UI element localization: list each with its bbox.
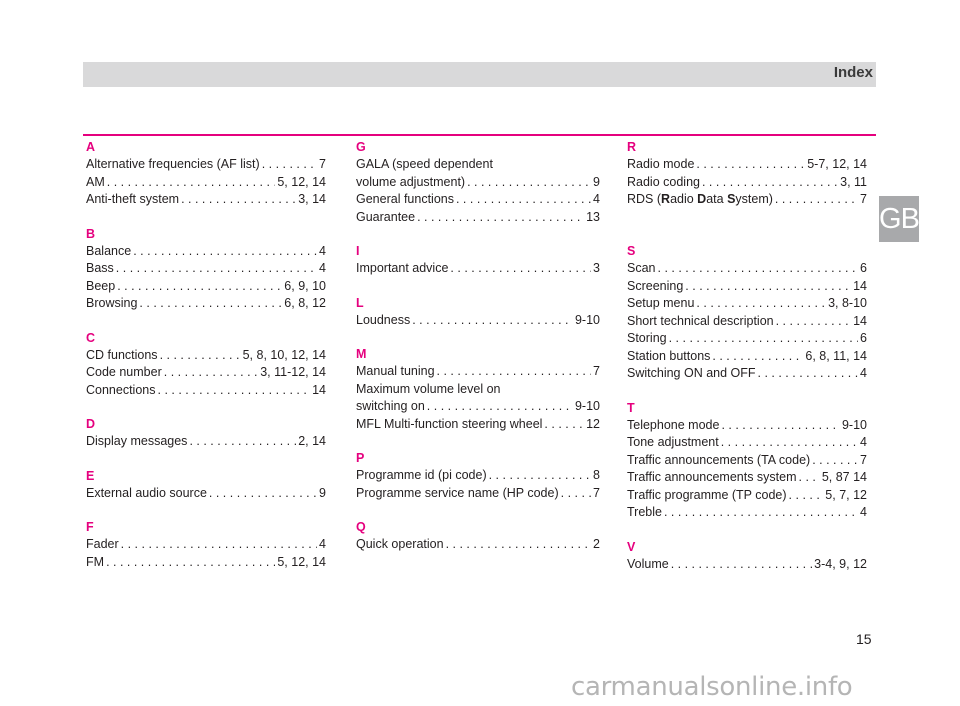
entry-pages: 7 [860, 452, 867, 467]
index-entry [356, 312, 600, 330]
header-divider [83, 134, 876, 136]
leader-dots [544, 416, 584, 434]
index-section [356, 138, 600, 226]
section-letter: M [356, 347, 367, 361]
entry-term: Important advice [356, 261, 449, 275]
section-letter: R [627, 140, 637, 154]
index-section [356, 294, 600, 330]
leader-dots [450, 260, 591, 278]
index-entry [627, 469, 867, 487]
leader-dots [721, 434, 858, 452]
section-letter: S [627, 244, 636, 258]
index-entry-line: GALA (speed dependent [356, 157, 493, 171]
index-entry [86, 156, 326, 174]
section-letter: G [356, 140, 366, 154]
leader-dots [721, 417, 840, 435]
entry-pages: 4 [593, 192, 600, 206]
entry-term: Station buttons [627, 348, 711, 363]
entry-pages: 4 [860, 366, 867, 380]
page-title: Index [833, 64, 873, 81]
watermark: carmanualsonline.info [571, 672, 853, 702]
entry-term: General functions [356, 192, 454, 206]
leader-dots [446, 536, 591, 554]
entry-term: RDS (Radio Data System) [627, 192, 773, 206]
entry-pages: 3 [593, 261, 600, 275]
entry-pages: 4 [319, 537, 326, 551]
entry-term: volume adjustment) [356, 174, 466, 189]
index-entry [356, 363, 600, 381]
index-entry [627, 487, 867, 505]
section-letter: C [86, 330, 96, 345]
index-section [627, 242, 867, 383]
language-tab: GB [879, 196, 919, 242]
entry-pages: 7 [593, 485, 600, 500]
index-entry [356, 174, 600, 192]
entry-term: Switching ON and OFF [627, 366, 756, 380]
entry-pages: 9-10 [574, 312, 600, 327]
entry-pages: 9-10 [841, 417, 867, 432]
index-column-3 [627, 138, 867, 589]
section-letter: E [86, 468, 95, 483]
entry-term: Programme service name (HP code) [356, 485, 559, 500]
entry-term: Scan [627, 261, 656, 275]
index-entry [627, 452, 867, 470]
section-letter: F [86, 520, 94, 534]
entry-term: Programme id (pi code) [356, 468, 487, 482]
entry-pages: 3, 11 [840, 174, 867, 189]
section-letter: D [86, 417, 96, 431]
index-entry [86, 191, 326, 209]
leader-dots [702, 174, 838, 192]
entry-term: Traffic announcements system [627, 470, 797, 484]
entry-term: Radio coding [627, 174, 700, 189]
entry-term: Fader [86, 537, 119, 551]
entry-pages: 9 [593, 174, 600, 189]
entry-term: Storing [627, 331, 667, 345]
entry-term: Loudness [356, 312, 411, 327]
entry-pages: 7 [860, 192, 867, 206]
index-section [356, 449, 600, 502]
index-section [627, 138, 867, 226]
section-letter: Q [356, 520, 366, 534]
index-entry [86, 278, 326, 296]
index-section [86, 518, 326, 571]
index-column-2 [356, 138, 600, 570]
entry-pages: 7 [593, 364, 600, 378]
header-bar [83, 62, 876, 87]
leader-dots [427, 398, 573, 416]
entry-pages: 5-7, 12, 14 [807, 157, 867, 171]
leader-dots [712, 348, 803, 366]
entry-term: AM [86, 174, 105, 189]
entry-term: Treble [627, 505, 662, 519]
leader-dots [799, 469, 820, 487]
index-entry [86, 295, 326, 313]
index-entry [356, 467, 600, 485]
leader-dots [789, 487, 824, 505]
entry-pages: 6, 8, 11, 14 [805, 348, 867, 363]
entry-pages: 2 [593, 537, 600, 551]
leader-dots [658, 260, 859, 278]
index-entry [627, 417, 867, 435]
entry-term: Tone adjustment [627, 435, 719, 449]
entry-pages: 13 [586, 209, 600, 224]
index-section [356, 345, 600, 433]
entry-pages: 5, 87 14 [821, 470, 867, 484]
entry-pages: 6, 8, 12 [284, 296, 326, 310]
leader-dots [776, 313, 851, 331]
entry-pages: 5, 7, 12 [825, 487, 867, 502]
index-entry [86, 485, 326, 503]
index-entry [627, 278, 867, 296]
index-entry [627, 330, 867, 348]
index-entry [356, 485, 600, 503]
leader-dots [696, 295, 826, 313]
section-letter: L [356, 295, 364, 310]
entry-pages: 14 [853, 313, 867, 328]
entry-term: Volume [627, 556, 669, 571]
entry-pages: 4 [319, 243, 326, 258]
index-entry [356, 260, 600, 278]
leader-dots [437, 363, 592, 381]
index-section [627, 399, 867, 522]
entry-pages: 5, 12, 14 [277, 174, 326, 189]
leader-dots [758, 365, 859, 383]
entry-term: Screening [627, 278, 684, 293]
leader-dots [209, 485, 317, 503]
index-section [356, 518, 600, 554]
leader-dots [467, 174, 591, 192]
index-entry [86, 260, 326, 278]
entry-term: Browsing [86, 296, 138, 310]
entry-pages: 3, 14 [298, 192, 326, 206]
index-entry [356, 398, 600, 416]
leader-dots [456, 191, 591, 209]
index-entry [627, 313, 867, 331]
leader-dots [189, 433, 296, 451]
entry-pages: 3-4, 9, 12 [814, 556, 867, 571]
index-entry [86, 243, 326, 261]
index-entry [356, 416, 600, 434]
index-entry [627, 191, 867, 209]
index-entry [86, 364, 326, 382]
index-entry [627, 504, 867, 522]
index-entry [86, 536, 326, 554]
leader-dots [164, 364, 258, 382]
index-entry [356, 536, 600, 554]
page-number: 15 [856, 631, 872, 647]
entry-pages: 3, 8-10 [828, 296, 867, 310]
index-entry [86, 347, 326, 365]
entry-pages: 6 [860, 261, 867, 275]
leader-dots [160, 347, 241, 365]
entry-pages: 9-10 [574, 399, 600, 413]
index-column-1 [86, 138, 326, 587]
index-entry-line: Maximum volume level on [356, 381, 501, 396]
entry-term: switching on [356, 399, 425, 413]
index-entry [86, 433, 326, 451]
leader-dots [664, 504, 858, 522]
entry-term: Connections [86, 382, 156, 397]
entry-term: Traffic announcements (TA code) [627, 452, 811, 467]
entry-pages: 9 [319, 485, 326, 500]
leader-dots [685, 278, 851, 296]
section-letter: V [627, 539, 636, 554]
section-letter: P [356, 451, 365, 465]
entry-term: Radio mode [627, 157, 695, 171]
entry-pages: 6, 9, 10 [284, 278, 326, 293]
entry-term: Guarantee [356, 209, 416, 224]
index-section [86, 329, 326, 400]
leader-dots [116, 260, 317, 278]
leader-dots [158, 382, 311, 400]
section-letter: T [627, 400, 635, 415]
entry-pages: 2, 14 [298, 434, 326, 448]
entry-term: Setup menu [627, 296, 695, 310]
entry-term: MFL Multi-function steering wheel [356, 416, 543, 431]
leader-dots [417, 209, 584, 227]
leader-dots [262, 156, 317, 174]
entry-pages: 4 [860, 435, 867, 449]
leader-dots [121, 536, 317, 554]
entry-term: Traffic programme (TP code) [627, 487, 787, 502]
entry-term: Short technical description [627, 313, 774, 328]
leader-dots [561, 485, 591, 503]
index-entry [627, 174, 867, 192]
index-entry [627, 434, 867, 452]
index-section [86, 467, 326, 503]
leader-dots [107, 174, 276, 192]
index-section [86, 225, 326, 313]
index-entry [356, 191, 600, 209]
entry-term: FM [86, 554, 105, 569]
leader-dots [696, 156, 805, 174]
leader-dots [181, 191, 296, 209]
leader-dots [489, 467, 591, 485]
entry-pages: 4 [860, 505, 867, 519]
entry-pages: 6 [860, 331, 867, 345]
entry-term: Bass [86, 261, 114, 275]
entry-term: Anti-theft system [86, 192, 180, 206]
index-section [356, 242, 600, 278]
index-section [86, 138, 326, 209]
index-entry [627, 365, 867, 383]
section-letter: B [86, 226, 96, 241]
entry-pages: 5, 8, 10, 12, 14 [242, 347, 326, 362]
entry-term: CD functions [86, 347, 158, 362]
leader-dots [812, 452, 858, 470]
index-entry [627, 348, 867, 366]
leader-dots [117, 278, 282, 296]
section-letter: I [356, 244, 360, 258]
entry-pages: 14 [312, 382, 326, 397]
index-entry-line [627, 209, 867, 227]
leader-dots [775, 191, 858, 209]
entry-pages: 4 [319, 261, 326, 275]
index-entry [627, 260, 867, 278]
index-entry [86, 554, 326, 572]
entry-pages: 14 [853, 278, 867, 293]
index-entry [86, 382, 326, 400]
leader-dots [106, 554, 275, 572]
entry-pages: 5, 12, 14 [277, 554, 326, 569]
index-entry [86, 174, 326, 192]
entry-pages: 7 [319, 157, 326, 171]
entry-term: Alternative frequencies (AF list) [86, 157, 260, 171]
index-entry [356, 209, 600, 227]
entry-term: Balance [86, 243, 132, 258]
leader-dots [139, 295, 282, 313]
section-letter: A [86, 140, 96, 154]
entry-term: Manual tuning [356, 364, 435, 378]
entry-term: External audio source [86, 485, 207, 500]
entry-pages: 8 [593, 468, 600, 482]
index-section [86, 415, 326, 451]
entry-pages: 3, 11-12, 14 [260, 365, 326, 379]
leader-dots [669, 330, 858, 348]
index-entry [627, 556, 867, 574]
entry-term: Beep [86, 278, 116, 293]
leader-dots [671, 556, 812, 574]
entry-term: Display messages [86, 434, 188, 448]
entry-term: Code number [86, 365, 162, 379]
entry-pages: 12 [586, 416, 600, 431]
leader-dots [412, 312, 573, 330]
index-entry [627, 156, 867, 174]
index-entry [627, 295, 867, 313]
leader-dots [133, 243, 317, 261]
entry-term: Telephone mode [627, 417, 720, 432]
index-section [627, 538, 867, 574]
entry-term: Quick operation [356, 537, 444, 551]
